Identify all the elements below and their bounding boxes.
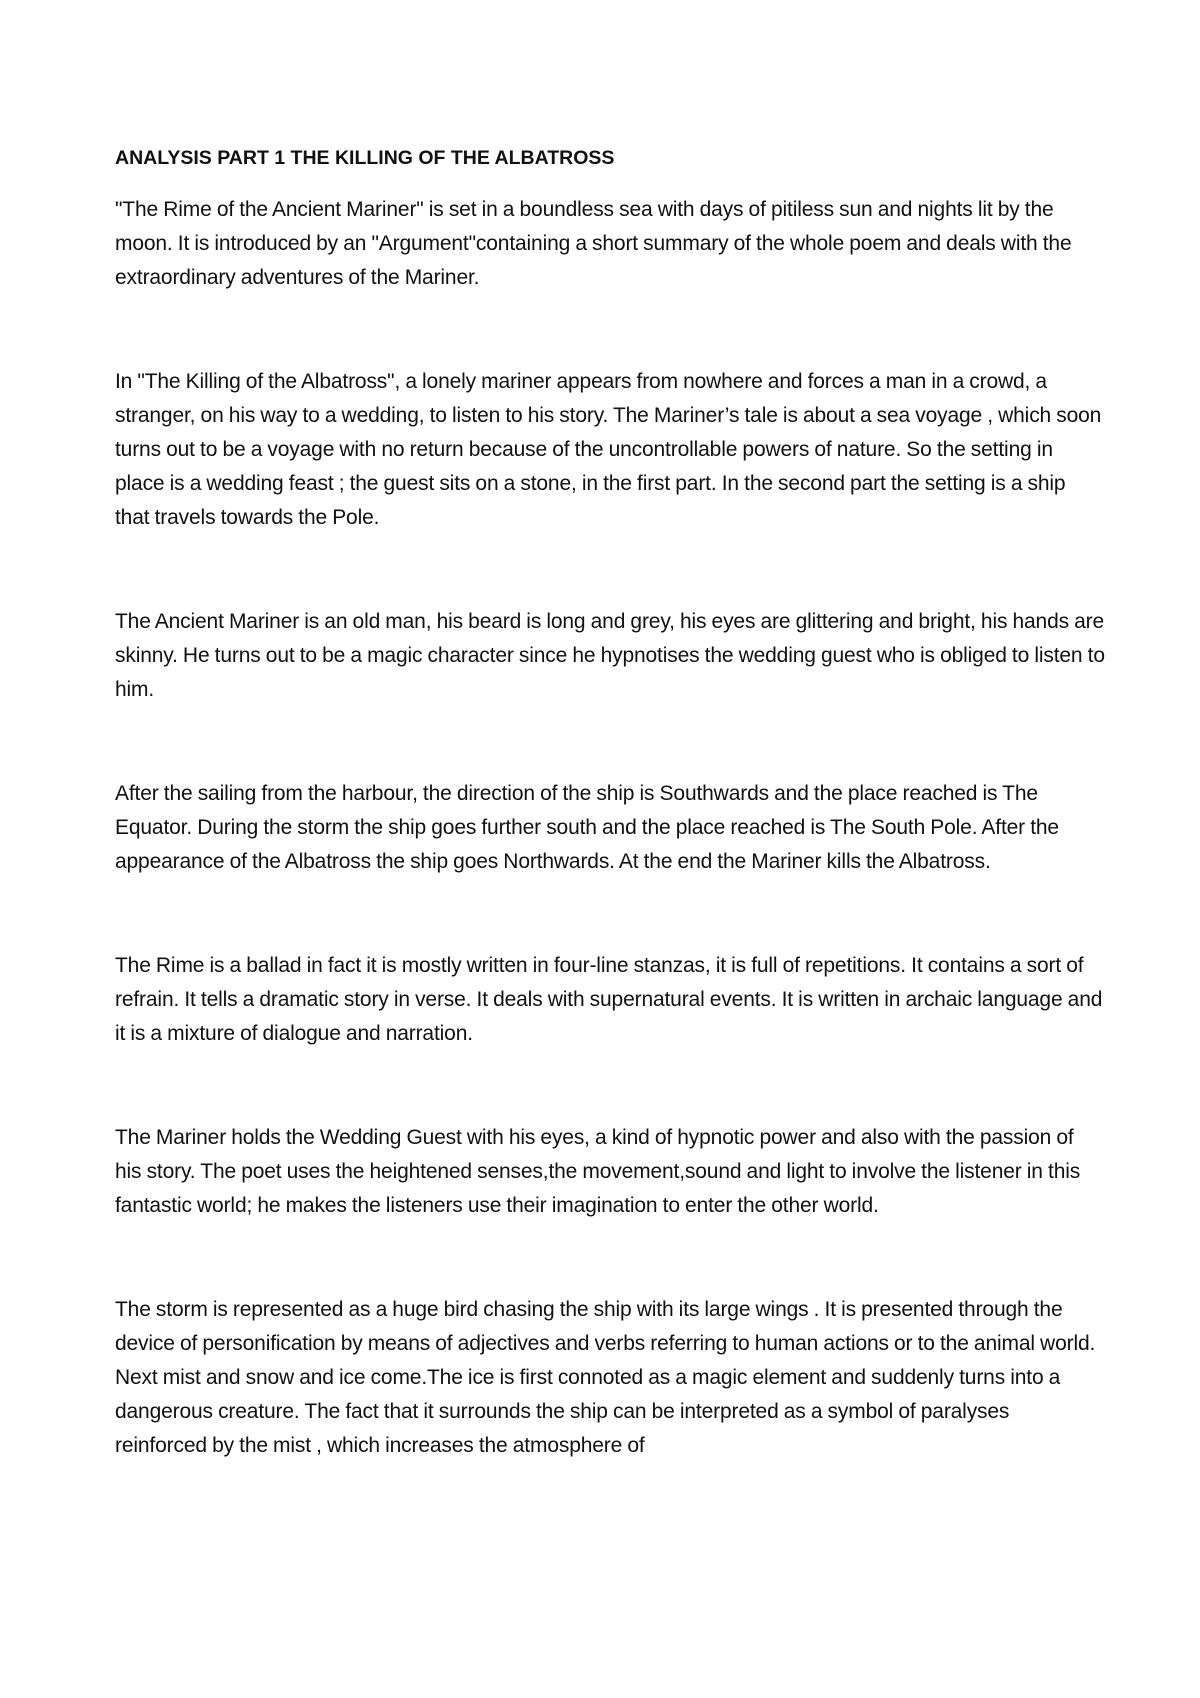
paragraph-spacer <box>115 707 1105 777</box>
paragraph-spacer <box>115 1223 1105 1293</box>
paragraph-wedding-guest: The Mariner holds the Wedding Guest with his eyes, a kind of hypnotic power and also with the passion of his story. The poet uses the heightened senses,the movement,sound and light to involve the listener in this fantastic world; he makes the listeners use their imagination to enter the other world. <box>115 1126 1081 1217</box>
paragraph-ancient-mariner: The Ancient Mariner is an old man, his beard is long and grey, his eyes are glittering and bright, his hands are skinny. He turns out to be a magic character since he hypnotises the wedding guest who is obliged to listen to him. <box>115 610 1105 701</box>
paragraph-ballad: The Rime is a ballad in fact it is mostly written in four-line stanzas, it is full of repetitions. It contains a sort of refrain. It tells a dramatic story in verse. It deals with supernatural events. It is written in archaic language and it is a mixture of dialogue and narration. <box>115 954 1103 1045</box>
paragraph-killing-of-albatross: In "The Killing of the Albatross", a lonely mariner appears from nowhere and forces a man in a crowd, a stranger, on his way to a wedding, to listen to his story. The Mariner’s tale is about a sea voyage , which soon turns out to be a voyage with no return because of the uncontrollable powers of nature. So the setting in place is a wedding feast ; the guest sits on a stone, in the first part. In the second part the setting is a ship that travels towards the Pole. <box>115 370 1102 529</box>
paragraph-ship-direction: After the sailing from the harbour, the direction of the ship is Southwards and the place reached is The Equator. During the storm the ship goes further south and the place reached is The South Pole. After the appearance of the Albatross the ship goes Northwards. At the end the Mariner kills the Albatross. <box>115 782 1059 873</box>
document-body <box>115 145 1105 1463</box>
paragraph-spacer <box>115 1051 1105 1121</box>
paragraph-spacer <box>115 879 1105 949</box>
paragraph-spacer <box>115 295 1105 365</box>
paragraph-spacer <box>115 535 1105 605</box>
document-title: ANALYSIS PART 1 THE KILLING OF THE ALBATROSS <box>115 147 615 169</box>
paragraph-storm: The storm is represented as a huge bird chasing the ship with its large wings . It is presented through the device of personification by means of adjectives and verbs referring to human actions or to the animal world. Next mist and snow and ice come.The ice is first connoted as a magic element and suddenly turns into a dangerous creature. The fact that it surrounds the ship can be interpreted as a symbol of paralyses reinforced by the mist , which increases the atmosphere of <box>115 1298 1096 1457</box>
paragraph-setting: "The Rime of the Ancient Mariner" is set in a boundless sea with days of pitiless sun and nights lit by the moon. It is introduced by an "Argument"containing a short summary of the whole poem and deals with the extraordinary adventures of the Mariner. <box>115 198 1072 289</box>
